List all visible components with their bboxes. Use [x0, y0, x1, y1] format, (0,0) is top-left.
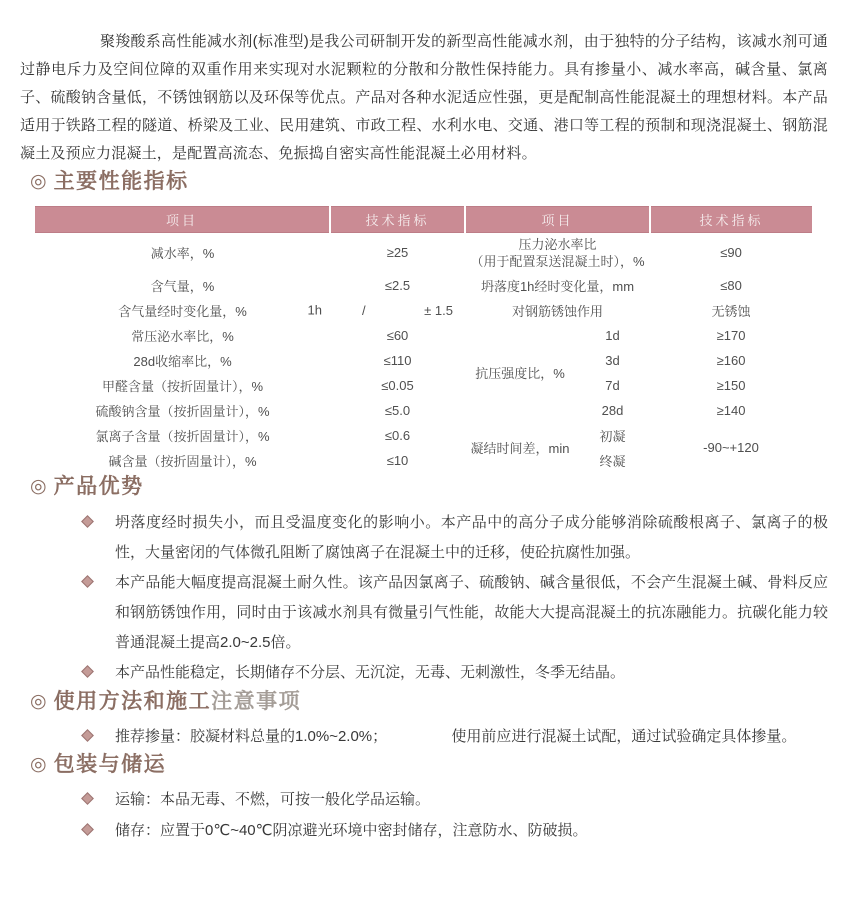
cell-value: ≤5.0: [384, 402, 411, 418]
cell-item: 碱含量（按折固量计），%: [108, 453, 257, 469]
section-title-text: 产品优势: [53, 474, 144, 498]
list-item: [20, 786, 828, 814]
table-row: [35, 398, 812, 423]
list-item: [20, 568, 828, 658]
cell-item: 坍落度1h经时变化量，mm: [480, 278, 635, 294]
cell-item: 28d收缩率比，%: [133, 353, 232, 369]
cell-value: ≤60: [386, 327, 409, 343]
cell-value: ≤110: [383, 352, 412, 368]
section-title-text: 包装与储运: [53, 752, 167, 776]
table-header-row: [35, 207, 812, 233]
cell-age: 7d: [605, 377, 620, 393]
cell-value: -90~+120: [703, 440, 759, 455]
header-item-right: 项目: [465, 207, 650, 233]
cell-item: 常压泌水率比，%: [131, 328, 234, 344]
section-marker-icon: ◎: [30, 475, 47, 497]
cell-item: 对钢筋锈蚀作用: [512, 303, 604, 319]
list-item: [20, 723, 828, 751]
cell-value: ≥25: [386, 245, 409, 261]
list-item: [20, 817, 828, 845]
header-item-left: 项目: [35, 207, 330, 233]
cell-age: 初凝: [599, 428, 626, 444]
cell-item: 氯离子含量（按折固量计），%: [95, 428, 270, 444]
section-marker-icon: ◎: [30, 171, 47, 192]
section-marker-icon: ◎: [30, 753, 47, 775]
cell-age: 3d: [605, 352, 620, 368]
diamond-bullet-icon: [81, 515, 94, 528]
cell-value: ≥150: [716, 377, 746, 393]
diamond-bullet-icon: [81, 823, 94, 836]
cell-value: [330, 298, 465, 323]
header-spec-right: 技术指标: [650, 207, 812, 233]
cell-item: [465, 233, 650, 273]
cell-item: 减水率，%: [150, 246, 215, 262]
cell-group-label: 抗压强度比，%: [475, 366, 565, 381]
table-row: [35, 348, 812, 373]
section-title-advantages: [30, 473, 828, 501]
list-item-text: 本产品能大幅度提高混凝土耐久性。该产品因氯离子、硫酸钠、碱含量很低，不会产生混凝土碱、骨料反应和钢筋锈蚀作用，同时由于该减水剂具有微量引气性能，故能大大提高混凝土的抗冻融能力。抗碳化能力较普通混凝土提高2.0~2.5倍。: [115, 573, 828, 651]
section-title-packaging: [30, 751, 828, 779]
packaging-list: [20, 786, 828, 845]
header-spec-left: 技术指标: [330, 207, 465, 233]
cell-item: 硫酸钠含量（按折固量计），%: [95, 403, 270, 419]
diamond-bullet-icon: [81, 665, 94, 678]
diamond-bullet-icon: [81, 792, 94, 805]
list-item: [20, 658, 828, 688]
cell-item-text: 含气量经时变化量，%: [118, 303, 247, 319]
list-item-text: 运输：本品无毒、不燃，可按一般化学品运输。: [115, 790, 431, 808]
cell-item: 含气量，%: [150, 278, 215, 294]
table-row: [35, 423, 812, 448]
section-title-performance: [30, 168, 828, 196]
cell-value: ≤2.5: [384, 277, 411, 293]
usage-note-text: 使用前应进行混凝土试配，通过试验确定具体掺量。: [451, 727, 797, 745]
cell-age: 28d: [601, 402, 624, 418]
cell-age: 1d: [605, 327, 620, 343]
advantages-list: [20, 508, 828, 688]
section-marker-icon: ◎: [30, 690, 47, 712]
usage-list: [20, 723, 828, 751]
cell-slash: /: [362, 302, 366, 318]
cell-value: ≤90: [720, 245, 742, 261]
cell-item: [35, 298, 330, 323]
cell-value: ≤10: [386, 452, 409, 468]
list-item: [20, 508, 828, 568]
table-row: [35, 373, 812, 398]
table-row: [35, 323, 812, 348]
cell-value: ≥140: [716, 402, 746, 418]
dosage-text: 推荐掺量：胶凝材料总量的1.0%~2.0%；: [115, 727, 388, 745]
cell-value-text: ± 1.5: [424, 302, 453, 318]
cell-item-line2: （用于配置泵送混凝土时），%: [470, 253, 645, 269]
table-row: [35, 298, 812, 323]
list-item-text: 本产品性能稳定，长期储存不分层、无沉淀，无毒、无刺激性，冬季无结晶。: [115, 663, 626, 681]
section-title-usage: [30, 688, 828, 716]
intro-paragraph: 聚羧酸系高性能减水剂(标准型)是我公司研制开发的新型高性能减水剂，由于独特的分子结构，该减水剂可通过静电斥力及空间位障的双重作用来实现对水泥颗粒的分散和分散性保持能力。具有掺量小、减水率高，碱含量、氯离子、硫酸钠含量低，不锈蚀钢筋以及环保等优点。产品对各种水泥适应性强，更是配制高性能混凝土的理想材料。本产品适用于铁路工程的隧道、桥梁及工业、民用建筑、市政工程、水利水电、交通、港口等工程的预制和现浇混凝土、钢筋混凝土及预应力混凝土，是配置高流态、免振捣自密实高性能混凝土必用材料。: [20, 33, 828, 162]
cell-value: ≤0.6: [384, 427, 411, 443]
section-title-text: 使用方法和施工: [53, 689, 212, 713]
table-row: [35, 273, 812, 298]
table-row: [35, 233, 812, 273]
cell-value: ≤80: [720, 277, 742, 293]
cell-item-line1: 压力泌水率比: [518, 236, 597, 252]
performance-table: [35, 206, 812, 473]
document-page: [0, 28, 847, 845]
cell-age: 终凝: [599, 453, 626, 469]
cell-value: ≥160: [716, 352, 746, 368]
cell-value: 无锈蚀: [711, 303, 751, 319]
cell-item: 甲醛含量（按折固量计），%: [101, 378, 264, 394]
section-title-text-faded: 注意事项: [211, 689, 302, 713]
cell-value: ≤0.05: [381, 377, 414, 393]
cell-group-label: 凝结时间差，min: [470, 441, 570, 456]
list-item-text: 储存：应置于0℃~40℃阴凉避光环境中密封储存，注意防水、防破损。: [115, 821, 588, 839]
section-title-text: 主要性能指标: [53, 170, 189, 193]
list-item-text: 坍落度经时损失小，而且受温度变化的影响小。本产品中的高分子成分能够消除硫酸根离子、氯离子的极性，大量密闭的气体微孔阻断了腐蚀离子在混凝土中的迁移，使砼抗腐性加强。: [115, 513, 828, 561]
cell-value: ≥170: [716, 327, 746, 343]
diamond-bullet-icon: [81, 575, 94, 588]
diamond-bullet-icon: [81, 729, 94, 742]
cell-time-label: 1h: [307, 302, 322, 318]
